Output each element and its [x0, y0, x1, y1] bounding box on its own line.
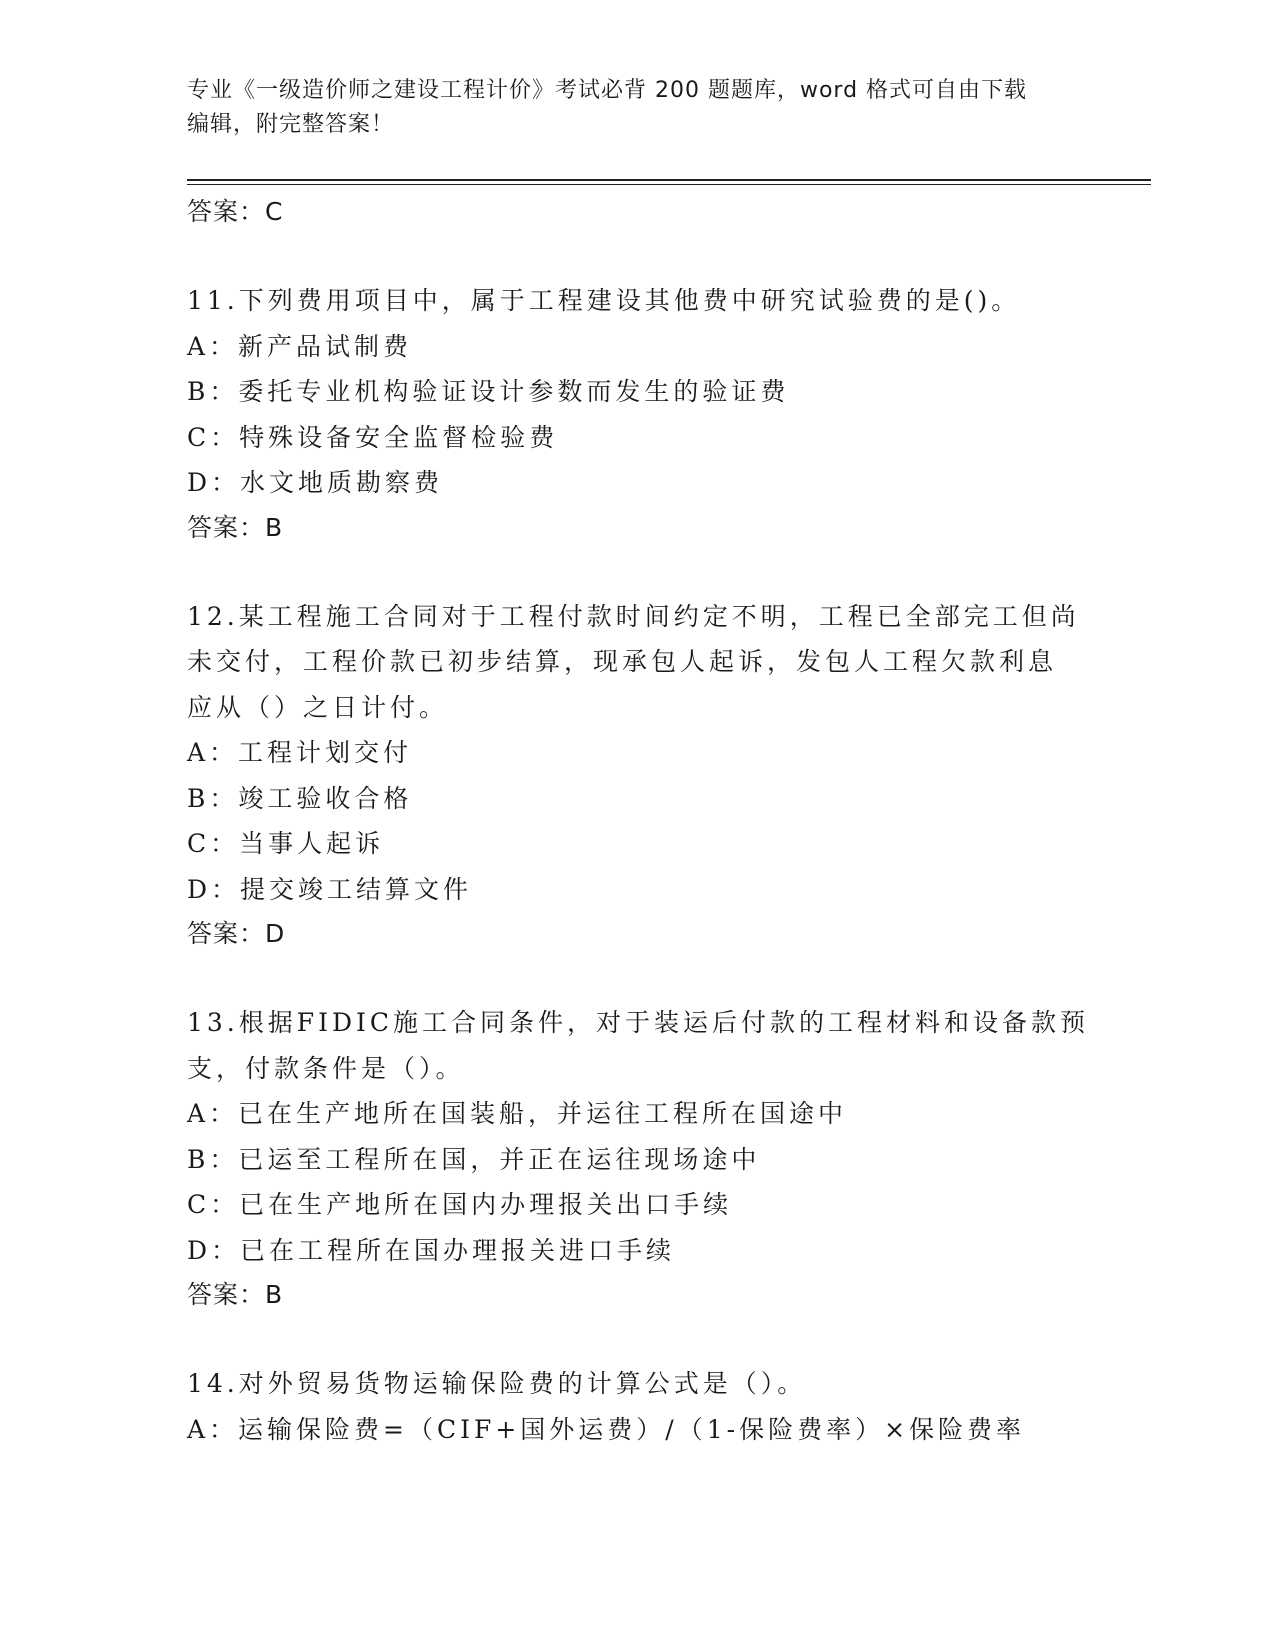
header-line-1: 专业《一级造价师之建设工程计价》考试必背 200 题题库，word 格式可自由下载	[187, 78, 1028, 103]
question-block	[187, 278, 1087, 550]
question-block	[187, 1361, 1087, 1452]
question-text: 未交付，工程价款已初步结算，现承包人起诉，发包人工程欠款利息	[187, 647, 1058, 676]
header-line-2: 编辑，附完整答案！	[187, 112, 395, 137]
answer-line: 答案：D	[187, 919, 286, 948]
question-text: 11.下列费用项目中，属于工程建设其他费中研究试验费的是()。	[187, 286, 1021, 315]
header-rule-thin	[187, 184, 1151, 185]
question-text: 应从（）之日计付。	[187, 692, 449, 722]
question-block	[187, 594, 1087, 957]
header-rule-thick	[187, 179, 1151, 181]
option-c: C：当事人起诉	[187, 829, 385, 858]
question-list	[187, 190, 1090, 1452]
question-text: 12.某工程施工合同对于工程付款时间约定不明，工程已全部完工但尚	[187, 601, 1080, 631]
option-a: A：新产品试制费	[187, 331, 413, 361]
answer-line: 答案：C	[187, 197, 284, 226]
option-c: C：特殊设备安全监督检验费	[187, 422, 559, 452]
option-a: A：已在生产地所在国装船，并运往工程所在国途中	[187, 1099, 848, 1128]
option-d: D：已在工程所在国办理报关进口手续	[187, 1235, 676, 1265]
document-header	[187, 74, 1087, 142]
question-text: 支，付款条件是（）。	[187, 1053, 465, 1083]
option-b: B：委托专业机构验证设计参数而发生的验证费	[187, 377, 790, 406]
option-b: B：竣工验收合格	[187, 783, 413, 813]
question-text: 13.根据FIDIC施工合同条件，对于装运后付款的工程材料和设备款预	[187, 1008, 1090, 1037]
question-text: 14.对外贸易货物运输保险费的计算公式是（）。	[187, 1369, 807, 1398]
answer-line: 答案：B	[187, 1280, 284, 1309]
answer-line: 答案：B	[187, 512, 284, 542]
option-a: A：运输保险费=（CIF+国外运费）/（1-保险费率）×保险费率	[187, 1414, 1026, 1444]
option-c: C：已在生产地所在国内办理报关出口手续	[187, 1190, 733, 1219]
option-d: D：提交竣工结算文件	[187, 874, 473, 904]
question-block	[187, 1000, 1090, 1317]
option-a: A：工程计划交付	[187, 738, 413, 767]
option-d: D：水文地质勘察费	[187, 468, 444, 497]
option-b: B：已运至工程所在国，并正在运往现场途中	[187, 1144, 761, 1174]
